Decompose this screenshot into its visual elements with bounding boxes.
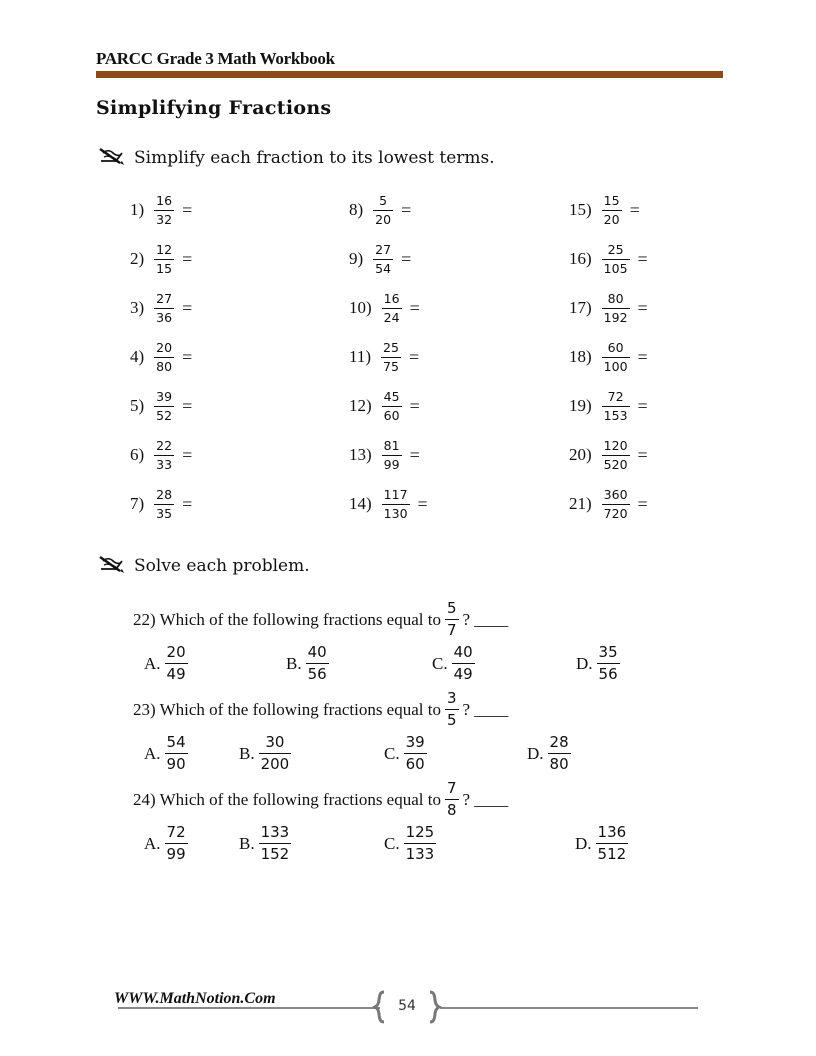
choice-letter: B. <box>239 743 255 763</box>
equals-sign: = <box>637 297 648 318</box>
choice-letter: C. <box>384 743 400 763</box>
denominator: 56 <box>307 665 327 683</box>
equals-sign: = <box>182 395 193 416</box>
header-rule <box>96 71 723 78</box>
numerator: 20 <box>156 339 173 355</box>
problem-number: 3) <box>130 298 145 317</box>
answer-blank: ? ____ <box>462 699 509 719</box>
problem-number: 5) <box>130 396 145 415</box>
simplify-problem <box>130 335 192 379</box>
answer-choice <box>286 644 333 683</box>
numerator: 360 <box>603 486 628 502</box>
equals-sign: = <box>401 248 412 269</box>
problem-number: 17) <box>569 298 592 317</box>
numerator: 30 <box>265 733 285 751</box>
fraction <box>382 488 410 521</box>
denominator: 105 <box>603 260 628 276</box>
denominator: 52 <box>156 407 173 423</box>
numerator: 45 <box>383 388 400 404</box>
fraction <box>602 292 630 325</box>
numerator: 5 <box>446 599 457 617</box>
question <box>133 690 508 729</box>
denominator: 5 <box>446 711 457 729</box>
denominator: 152 <box>260 845 290 863</box>
simplify-problem <box>569 286 648 330</box>
equals-sign: = <box>182 199 193 220</box>
simplify-problem <box>130 482 192 526</box>
denominator: 720 <box>603 505 628 521</box>
choice-letter: A. <box>144 653 161 673</box>
equals-sign: = <box>182 248 193 269</box>
simplify-problem <box>569 335 648 379</box>
fraction <box>548 734 571 773</box>
answer-choice <box>144 824 192 863</box>
answer-choice <box>384 734 431 773</box>
denominator: 7 <box>446 621 457 639</box>
choice-letter: B. <box>239 833 255 853</box>
problem-number: 7) <box>130 494 145 513</box>
simplify-problem <box>130 237 192 281</box>
numerator: 39 <box>405 733 425 751</box>
denominator: 15 <box>156 260 173 276</box>
numerator: 27 <box>375 241 392 257</box>
pencil-paper-icon <box>98 145 128 167</box>
denominator: 20 <box>603 211 620 227</box>
denominator: 80 <box>156 358 173 374</box>
numerator: 20 <box>166 643 186 661</box>
instruction-text: Solve each problem. <box>134 556 310 576</box>
numerator: 120 <box>603 437 628 453</box>
numerator: 5 <box>379 192 388 208</box>
question-text: 22) Which of the following fractions equal to <box>133 609 441 629</box>
fraction <box>452 644 475 683</box>
equals-sign: = <box>409 444 420 465</box>
answer-choice <box>239 734 295 773</box>
fraction <box>165 824 188 863</box>
answer-choice <box>432 644 479 683</box>
numerator: 133 <box>260 823 290 841</box>
section-title: Simplifying Fractions <box>96 97 332 119</box>
denominator: 33 <box>156 456 173 472</box>
denominator: 80 <box>549 755 569 773</box>
problem-number: 14) <box>349 494 372 513</box>
denominator: 99 <box>383 456 400 472</box>
answer-choice <box>527 734 575 773</box>
fraction <box>259 824 292 863</box>
numerator: 25 <box>383 339 399 355</box>
footer-website: WWW.MathNotion.Com <box>114 990 276 1007</box>
numerator: 136 <box>597 823 627 841</box>
simplify-problem <box>569 237 648 281</box>
denominator: 20 <box>375 211 392 227</box>
denominator: 60 <box>383 407 400 423</box>
fraction <box>154 341 174 374</box>
equals-sign: = <box>408 346 420 367</box>
problem-number: 19) <box>569 396 592 415</box>
denominator: 133 <box>405 845 435 863</box>
numerator: 40 <box>307 643 327 661</box>
numerator: 25 <box>607 241 624 257</box>
equals-sign: = <box>629 199 640 220</box>
simplify-problem <box>130 286 192 330</box>
fraction <box>373 194 393 227</box>
denominator: 75 <box>383 358 399 374</box>
fraction <box>154 439 174 472</box>
denominator: 153 <box>603 407 628 423</box>
numerator: 40 <box>453 643 473 661</box>
answer-choice <box>239 824 295 863</box>
numerator: 3 <box>446 689 457 707</box>
fraction <box>154 488 174 521</box>
numerator: 117 <box>383 486 408 502</box>
problem-number: 2) <box>130 249 145 268</box>
numerator: 28 <box>549 733 569 751</box>
problem-number: 21) <box>569 494 592 513</box>
simplify-problem <box>130 188 192 232</box>
fraction <box>259 734 292 773</box>
workbook-title: PARCC Grade 3 Math Workbook <box>96 49 335 68</box>
choice-letter: A. <box>144 743 161 763</box>
problem-number: 12) <box>349 396 372 415</box>
numerator: 125 <box>405 823 435 841</box>
numerator: 28 <box>156 486 173 502</box>
answer-blank: ? ____ <box>462 609 509 629</box>
simplify-problem <box>349 286 420 330</box>
numerator: 80 <box>607 290 624 306</box>
equals-sign: = <box>637 395 648 416</box>
fraction <box>381 341 401 374</box>
simplify-problem <box>569 384 648 428</box>
simplify-problem <box>569 188 640 232</box>
fraction <box>404 824 437 863</box>
equals-sign: = <box>409 297 420 318</box>
problem-number: 20) <box>569 445 592 464</box>
fraction <box>382 390 402 423</box>
footer-rule-left <box>118 1007 380 1009</box>
fraction <box>445 690 459 729</box>
simplify-problem <box>349 335 419 379</box>
equals-sign: = <box>637 444 648 465</box>
denominator: 130 <box>383 505 408 521</box>
equals-sign: = <box>182 444 193 465</box>
fraction <box>602 194 622 227</box>
answer-blank: ? ____ <box>462 789 509 809</box>
denominator: 520 <box>603 456 628 472</box>
answer-choice <box>575 824 632 863</box>
problem-number: 8) <box>349 200 364 219</box>
answer-choice <box>144 734 192 773</box>
numerator: 72 <box>607 388 624 404</box>
fraction <box>602 243 630 276</box>
choice-letter: C. <box>432 653 448 673</box>
problem-number: 11) <box>349 347 372 366</box>
denominator: 200 <box>260 755 290 773</box>
choice-letter: B. <box>286 653 302 673</box>
fraction <box>154 194 174 227</box>
numerator: 16 <box>383 290 400 306</box>
fraction <box>154 390 174 423</box>
choice-letter: A. <box>144 833 161 853</box>
fraction <box>165 734 188 773</box>
equals-sign: = <box>417 493 428 514</box>
fraction <box>445 780 459 819</box>
choice-letter: D. <box>527 743 544 763</box>
instruction-simplify <box>98 145 495 168</box>
simplify-problem <box>130 433 192 477</box>
denominator: 60 <box>405 755 425 773</box>
numerator: 35 <box>598 643 618 661</box>
denominator: 24 <box>383 309 400 325</box>
pencil-paper-icon <box>98 553 128 575</box>
denominator: 8 <box>446 801 457 819</box>
fraction <box>306 644 329 683</box>
page-number-box <box>372 990 442 1024</box>
problem-number: 4) <box>130 347 145 366</box>
fraction <box>373 243 393 276</box>
denominator: 192 <box>603 309 628 325</box>
problem-number: 13) <box>349 445 372 464</box>
equals-sign: = <box>182 297 193 318</box>
denominator: 100 <box>603 358 628 374</box>
simplify-problem <box>349 384 420 428</box>
fraction <box>382 439 402 472</box>
fraction <box>154 243 174 276</box>
fraction <box>596 824 629 863</box>
numerator: 15 <box>603 192 620 208</box>
numerator: 12 <box>156 241 173 257</box>
question <box>133 780 508 819</box>
fraction <box>382 292 402 325</box>
choice-letter: D. <box>576 653 593 673</box>
problem-number: 16) <box>569 249 592 268</box>
denominator: 49 <box>453 665 473 683</box>
problem-number: 9) <box>349 249 364 268</box>
equals-sign: = <box>182 493 193 514</box>
simplify-problem <box>349 237 411 281</box>
fraction <box>404 734 427 773</box>
equals-sign: = <box>409 395 420 416</box>
denominator: 35 <box>156 505 173 521</box>
denominator: 36 <box>156 309 173 325</box>
numerator: 16 <box>156 192 173 208</box>
problem-number: 15) <box>569 200 592 219</box>
fraction <box>154 292 174 325</box>
denominator: 512 <box>597 845 627 863</box>
simplify-problem <box>349 433 420 477</box>
answer-choice <box>384 824 440 863</box>
choice-letter: D. <box>575 833 592 853</box>
equals-sign: = <box>637 493 648 514</box>
equals-sign: = <box>637 248 648 269</box>
instruction-text: Simplify each fraction to its lowest terms. <box>134 148 495 168</box>
denominator: 99 <box>166 845 186 863</box>
fraction <box>597 644 620 683</box>
simplify-problem <box>349 188 411 232</box>
equals-sign: = <box>401 199 412 220</box>
page-number: 54 <box>398 998 416 1014</box>
equals-sign: = <box>182 346 193 367</box>
numerator: 22 <box>156 437 173 453</box>
denominator: 56 <box>598 665 618 683</box>
fraction <box>602 390 630 423</box>
equals-sign: = <box>637 346 648 367</box>
denominator: 54 <box>375 260 392 276</box>
instruction-solve <box>98 553 310 576</box>
simplify-problem <box>349 482 428 526</box>
simplify-problem <box>569 482 648 526</box>
denominator: 32 <box>156 211 173 227</box>
numerator: 27 <box>156 290 173 306</box>
problem-number: 18) <box>569 347 592 366</box>
numerator: 7 <box>446 779 457 797</box>
numerator: 54 <box>166 733 186 751</box>
footer-rule-right <box>440 1007 698 1009</box>
answer-choice <box>144 644 192 683</box>
numerator: 39 <box>156 388 173 404</box>
denominator: 90 <box>166 755 186 773</box>
problem-number: 10) <box>349 298 372 317</box>
problem-number: 1) <box>130 200 145 219</box>
fraction <box>602 488 630 521</box>
simplify-problem <box>569 433 648 477</box>
fraction <box>602 439 630 472</box>
question-text: 24) Which of the following fractions equal to <box>133 789 441 809</box>
simplify-problem <box>130 384 192 428</box>
answer-choice <box>576 644 624 683</box>
fraction <box>602 341 630 374</box>
numerator: 81 <box>383 437 400 453</box>
fraction <box>445 600 459 639</box>
question-text: 23) Which of the following fractions equal to <box>133 699 441 719</box>
fraction <box>165 644 188 683</box>
numerator: 72 <box>166 823 186 841</box>
choice-letter: C. <box>384 833 400 853</box>
numerator: 60 <box>607 339 624 355</box>
denominator: 49 <box>166 665 186 683</box>
problem-number: 6) <box>130 445 145 464</box>
question <box>133 600 508 639</box>
